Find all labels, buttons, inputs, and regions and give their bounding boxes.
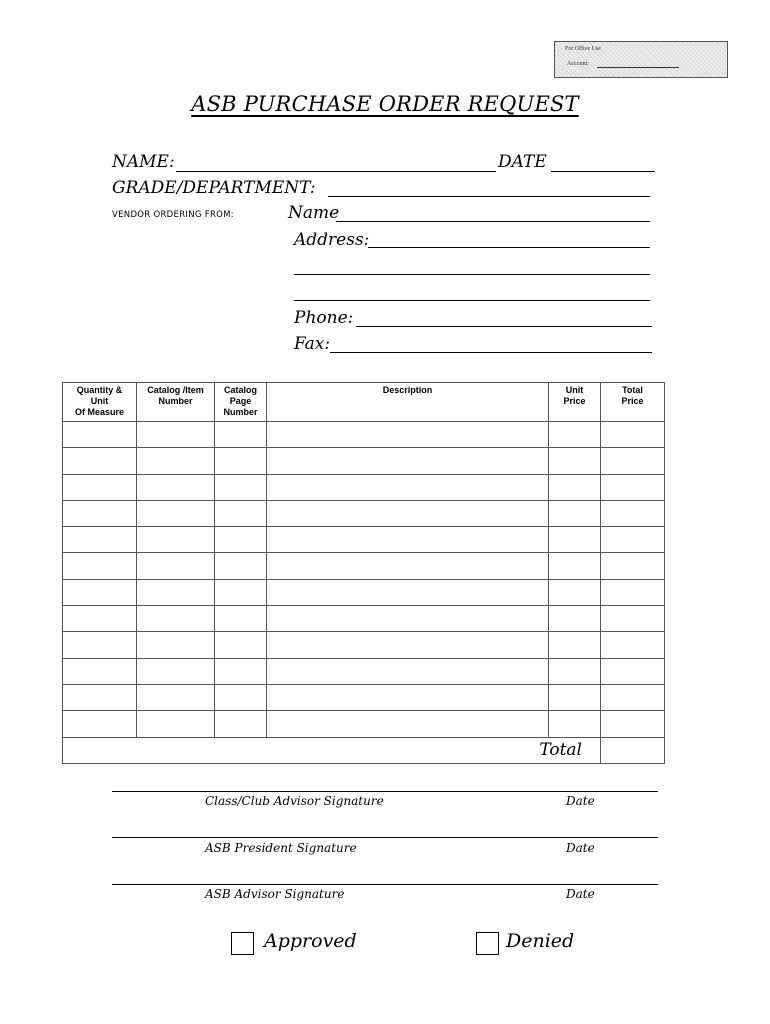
date-label: DATE [498, 152, 547, 172]
unit-price-cell[interactable] [549, 500, 601, 526]
quantity-cell[interactable] [63, 553, 137, 579]
quantity-cell[interactable] [63, 579, 137, 605]
unit-price-cell[interactable] [549, 422, 601, 448]
name-label: NAME: [112, 152, 175, 172]
quantity-cell[interactable] [63, 527, 137, 553]
catalog-item-cell[interactable] [137, 658, 215, 684]
description-cell[interactable] [267, 579, 549, 605]
unit-price-cell[interactable] [549, 606, 601, 632]
signature-label-1: Class/Club Advisor Signature [205, 794, 384, 808]
table-row [63, 711, 665, 737]
total-price-cell[interactable] [601, 448, 665, 474]
catalog-page-cell[interactable] [215, 684, 267, 710]
total-price-cell[interactable] [601, 527, 665, 553]
total-price-cell[interactable] [601, 422, 665, 448]
unit-price-cell[interactable] [549, 579, 601, 605]
address-label: Address: [294, 230, 370, 250]
catalog-page-cell[interactable] [215, 658, 267, 684]
catalog-page-cell[interactable] [215, 606, 267, 632]
table-header-row [63, 383, 665, 422]
account-label: Account: [567, 61, 589, 67]
description-cell[interactable] [267, 658, 549, 684]
total-price-cell[interactable] [601, 579, 665, 605]
catalog-item-cell[interactable] [137, 527, 215, 553]
approved-label: Approved [264, 930, 357, 952]
office-use-label: For Office Use [565, 46, 601, 52]
description-header: Description [267, 383, 549, 422]
catalog-item-number-header: Catalog /Item Number [137, 383, 215, 422]
table-row [63, 579, 665, 605]
grade-department-field[interactable] [328, 196, 650, 197]
catalog-item-cell[interactable] [137, 632, 215, 658]
table-row [63, 474, 665, 500]
description-cell[interactable] [267, 500, 549, 526]
description-cell[interactable] [267, 422, 549, 448]
quantity-unit-header: Quantity & Unit Of Measure [63, 383, 137, 422]
signature-date-label-2: Date [566, 841, 595, 855]
denied-label: Denied [506, 930, 575, 952]
account-field[interactable] [597, 67, 679, 68]
grade-department-label: GRADE/DEPARTMENT: [112, 178, 316, 198]
unit-price-cell[interactable] [549, 553, 601, 579]
quantity-cell[interactable] [63, 474, 137, 500]
unit-price-cell[interactable] [549, 684, 601, 710]
quantity-cell[interactable] [63, 448, 137, 474]
catalog-page-cell[interactable] [215, 553, 267, 579]
description-cell[interactable] [267, 632, 549, 658]
catalog-item-cell[interactable] [137, 606, 215, 632]
table-body [63, 422, 665, 764]
description-cell[interactable] [267, 474, 549, 500]
total-price-cell[interactable] [601, 684, 665, 710]
phone-label: Phone: [294, 308, 354, 328]
total-price-cell[interactable] [601, 632, 665, 658]
catalog-page-cell[interactable] [215, 632, 267, 658]
address-field-2[interactable] [294, 274, 650, 275]
quantity-cell[interactable] [63, 632, 137, 658]
table-row [63, 448, 665, 474]
address-field-3[interactable] [294, 300, 650, 301]
quantity-cell[interactable] [63, 606, 137, 632]
catalog-item-cell[interactable] [137, 448, 215, 474]
catalog-page-number-header: Catalog Page Number [215, 383, 267, 422]
quantity-cell[interactable] [63, 500, 137, 526]
signature-line-3[interactable] [112, 884, 658, 885]
description-cell[interactable] [267, 553, 549, 579]
address-field-1[interactable] [368, 247, 650, 248]
catalog-item-cell[interactable] [137, 553, 215, 579]
phone-field[interactable] [356, 326, 652, 327]
catalog-page-cell[interactable] [215, 500, 267, 526]
catalog-page-cell[interactable] [215, 474, 267, 500]
quantity-cell[interactable] [63, 658, 137, 684]
table-row [63, 500, 665, 526]
table-row [63, 632, 665, 658]
denied-checkbox[interactable] [476, 932, 499, 955]
total-row [63, 737, 665, 763]
catalog-page-cell[interactable] [215, 448, 267, 474]
unit-price-cell[interactable] [549, 711, 601, 737]
signature-date-label-1: Date [566, 794, 595, 808]
unit-price-cell[interactable] [549, 527, 601, 553]
purchase-items-table [62, 382, 665, 764]
vendor-ordering-from-label: VENDOR ORDERING FROM: [112, 210, 234, 220]
signature-line-1[interactable] [112, 791, 658, 792]
unit-price-cell[interactable] [549, 632, 601, 658]
description-cell[interactable] [267, 684, 549, 710]
date-field[interactable] [551, 171, 655, 172]
catalog-page-cell[interactable] [215, 579, 267, 605]
total-price-cell[interactable] [601, 606, 665, 632]
vendor-name-label: Name [288, 203, 340, 223]
catalog-item-cell[interactable] [137, 500, 215, 526]
total-price-cell[interactable] [601, 474, 665, 500]
page-title: ASB PURCHASE ORDER REQUEST [191, 92, 579, 116]
unit-price-cell[interactable] [549, 474, 601, 500]
table-row [63, 422, 665, 448]
table-row [63, 553, 665, 579]
catalog-item-cell[interactable] [137, 579, 215, 605]
unit-price-cell[interactable] [549, 448, 601, 474]
fax-field[interactable] [330, 352, 652, 353]
vendor-name-field[interactable] [336, 221, 650, 222]
description-cell[interactable] [267, 606, 549, 632]
catalog-page-cell[interactable] [215, 527, 267, 553]
table-row [63, 684, 665, 710]
description-cell[interactable] [267, 448, 549, 474]
signature-label-2: ASB President Signature [205, 841, 357, 855]
table-row [63, 658, 665, 684]
unit-price-cell[interactable] [549, 658, 601, 684]
catalog-item-cell[interactable] [137, 684, 215, 710]
total-label: Total [63, 737, 601, 763]
name-field[interactable] [176, 171, 496, 172]
catalog-item-cell[interactable] [137, 711, 215, 737]
table-row [63, 606, 665, 632]
signature-label-3: ASB Advisor Signature [205, 887, 345, 901]
description-cell[interactable] [267, 527, 549, 553]
total-price-header: Total Price [601, 383, 665, 422]
table-row [63, 527, 665, 553]
catalog-page-cell[interactable] [215, 711, 267, 737]
quantity-cell[interactable] [63, 711, 137, 737]
catalog-item-cell[interactable] [137, 474, 215, 500]
approved-checkbox[interactable] [231, 932, 254, 955]
office-use-box [554, 41, 728, 78]
total-price-cell[interactable] [601, 658, 665, 684]
total-price-cell[interactable] [601, 711, 665, 737]
catalog-item-cell[interactable] [137, 422, 215, 448]
unit-price-header: Unit Price [549, 383, 601, 422]
quantity-cell[interactable] [63, 684, 137, 710]
signature-date-label-3: Date [566, 887, 595, 901]
catalog-page-cell[interactable] [215, 422, 267, 448]
description-cell[interactable] [267, 711, 549, 737]
total-price-cell[interactable] [601, 500, 665, 526]
signature-line-2[interactable] [112, 837, 658, 838]
quantity-cell[interactable] [63, 422, 137, 448]
total-value-cell[interactable] [601, 737, 665, 763]
total-price-cell[interactable] [601, 553, 665, 579]
fax-label: Fax: [294, 334, 331, 354]
